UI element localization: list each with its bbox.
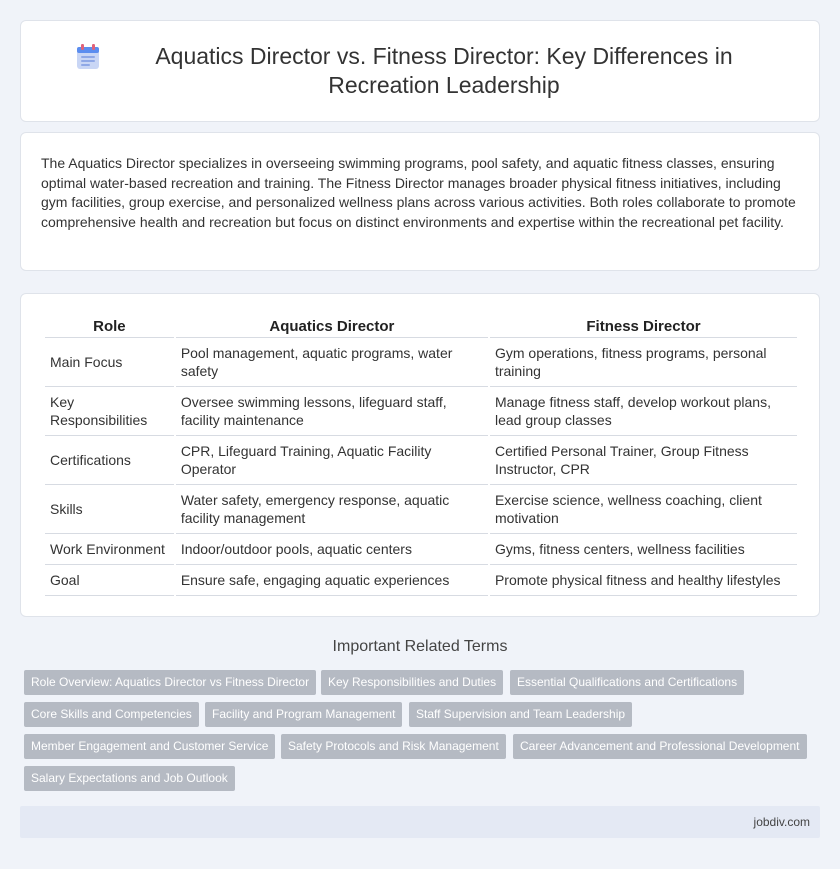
- page-title: Aquatics Director vs. Fitness Director: Key Differences in Recreation Leadership: [155, 43, 733, 98]
- table-cell: CPR, Lifeguard Training, Aquatic Facility Operator: [176, 436, 488, 485]
- table-cell: Gyms, fitness centers, wellness facilities: [490, 534, 797, 565]
- table-cell: Manage fitness staff, develop workout plans, lead group classes: [490, 387, 797, 436]
- table-row: [45, 485, 797, 534]
- site-name[interactable]: jobdiv.com: [753, 815, 810, 829]
- table-row: [45, 534, 797, 565]
- footer: [20, 806, 820, 838]
- column-header: Aquatics Director: [176, 312, 488, 338]
- table-cell: Certifications: [45, 436, 174, 485]
- related-terms-heading: Important Related Terms: [332, 638, 508, 655]
- table-cell: Goal: [45, 565, 174, 596]
- related-term-tag[interactable]: Role Overview: Aquatics Director vs Fitness Director: [24, 670, 316, 695]
- table-cell: Water safety, emergency response, aquatic facility management: [176, 485, 488, 534]
- related-term-tag[interactable]: Staff Supervision and Team Leadership: [409, 702, 632, 727]
- table-cell: Key Responsibilities: [45, 387, 174, 436]
- table-row: [45, 436, 797, 485]
- document-icon: [76, 44, 100, 70]
- summary-card: [20, 132, 820, 271]
- table-cell: Gym operations, fitness programs, personal training: [490, 338, 797, 387]
- summary-text: The Aquatics Director specializes in overseeing swimming programs, pool safety, and aquatic fitness classes, ensuring optimal water-based recreation and training. The Fitness Director manages broader physical fitness initiatives, including gym facilities, group exercise, and personalized wellness plans across various activities. Both roles collaborate to promote comprehensive health and recreation but focus on distinct environments and expertise within the recreational pet facility.: [41, 155, 796, 230]
- column-header: Fitness Director: [490, 312, 797, 338]
- table-cell: Oversee swimming lessons, lifeguard staff, facility maintenance: [176, 387, 488, 436]
- related-term-tag[interactable]: Career Advancement and Professional Development: [513, 734, 807, 759]
- comparison-table: [43, 312, 799, 596]
- table-cell: Pool management, aquatic programs, water safety: [176, 338, 488, 387]
- table-header-row: [45, 312, 797, 338]
- related-term-tag[interactable]: Essential Qualifications and Certifications: [510, 670, 744, 695]
- table-cell: Work Environment: [45, 534, 174, 565]
- related-term-tag[interactable]: Key Responsibilities and Duties: [321, 670, 503, 695]
- table-cell: Promote physical fitness and healthy lifestyles: [490, 565, 797, 596]
- related-term-tag[interactable]: Salary Expectations and Job Outlook: [24, 766, 235, 791]
- table-row: [45, 565, 797, 596]
- related-term-tag[interactable]: Facility and Program Management: [205, 702, 402, 727]
- related-term-tag[interactable]: Core Skills and Competencies: [24, 702, 199, 727]
- related-term-tag[interactable]: Safety Protocols and Risk Management: [281, 734, 506, 759]
- table-cell: Indoor/outdoor pools, aquatic centers: [176, 534, 488, 565]
- column-header: Role: [45, 312, 174, 338]
- table-card: [20, 293, 820, 617]
- related-term-tag[interactable]: Member Engagement and Customer Service: [24, 734, 275, 759]
- table-cell: Exercise science, wellness coaching, client motivation: [490, 485, 797, 534]
- table-cell: Certified Personal Trainer, Group Fitness Instructor, CPR: [490, 436, 797, 485]
- table-cell: Ensure safe, engaging aquatic experiences: [176, 565, 488, 596]
- table-cell: Skills: [45, 485, 174, 534]
- table-cell: Main Focus: [45, 338, 174, 387]
- table-row: [45, 338, 797, 387]
- title-card: [20, 20, 820, 122]
- table-row: [45, 387, 797, 436]
